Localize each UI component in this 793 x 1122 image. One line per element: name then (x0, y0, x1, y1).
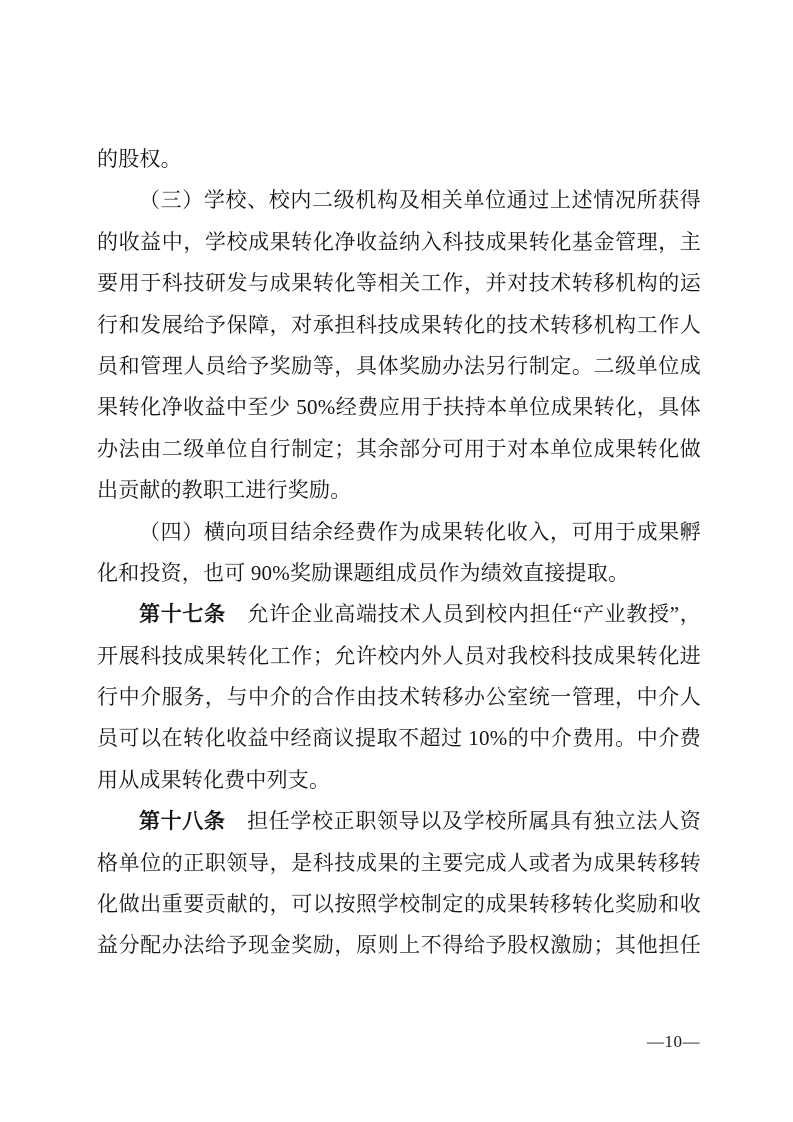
text-line: 办法由二级单位自行制定；其余部分可用于对本单位成果转化做 (97, 436, 701, 461)
article-text: 允许企业高端技术人员到校内担任“产业教授”， (225, 602, 701, 627)
article-text: 担任学校正职领导以及学校所属具有独立法人资 (225, 809, 701, 834)
text-line: 化和投资，也可 90%奖励课题组成员作为绩效直接提取。 (97, 560, 630, 585)
page-number: —10— (647, 1032, 700, 1051)
text-line: 的股权。 (97, 147, 182, 171)
text-line: 要用于科技研发与成果转化等相关工作，并对技术转移机构的运 (97, 271, 701, 296)
text-line: 用从成果转化费中列支。 (97, 767, 331, 792)
text-line: 行和发展给予保障，对承担科技成果转化的技术转移机构工作人 (97, 312, 701, 337)
text-line: （四）横向项目结余经费作为成果转化收入，可用于成果孵 (139, 519, 701, 544)
text-line (97, 801, 701, 842)
text-line: 出贡献的教职工进行奖励。 (97, 478, 352, 503)
text-line: （三）学校、校内二级机构及相关单位通过上述情况所获得 (139, 188, 701, 213)
text-line (97, 594, 701, 635)
document-body (97, 139, 701, 967)
text-line: 化做出重要贡献的，可以按照学校制定的成果转移转化奖励和收 (97, 892, 701, 917)
text-line: 格单位的正职领导，是科技成果的主要完成人或者为成果转移转 (97, 850, 701, 875)
text-line: 果转化净收益中至少 50%经费应用于扶持本单位成果转化，具体 (97, 395, 701, 420)
article-number: 第十八条 (139, 809, 226, 834)
text-line: 益分配办法给予现金奖励，原则上不得给予股权激励；其他担任 (97, 933, 701, 958)
text-line: 行中介服务，与中介的合作由技术转移办公室统一管理，中介人 (97, 685, 701, 710)
text-line: 开展科技成果转化工作；允许校内外人员对我校科技成果转化进 (97, 643, 701, 668)
text-line: 的收益中，学校成果转化净收益纳入科技成果转化基金管理，主 (97, 229, 701, 254)
text-line: 员可以在转化收益中经商议提取不超过 10%的中介费用。中介费 (97, 726, 701, 751)
text-line: 员和管理人员给予奖励等，具体奖励办法另行制定。二级单位成 (97, 353, 701, 378)
article-number: 第十七条 (139, 602, 226, 627)
